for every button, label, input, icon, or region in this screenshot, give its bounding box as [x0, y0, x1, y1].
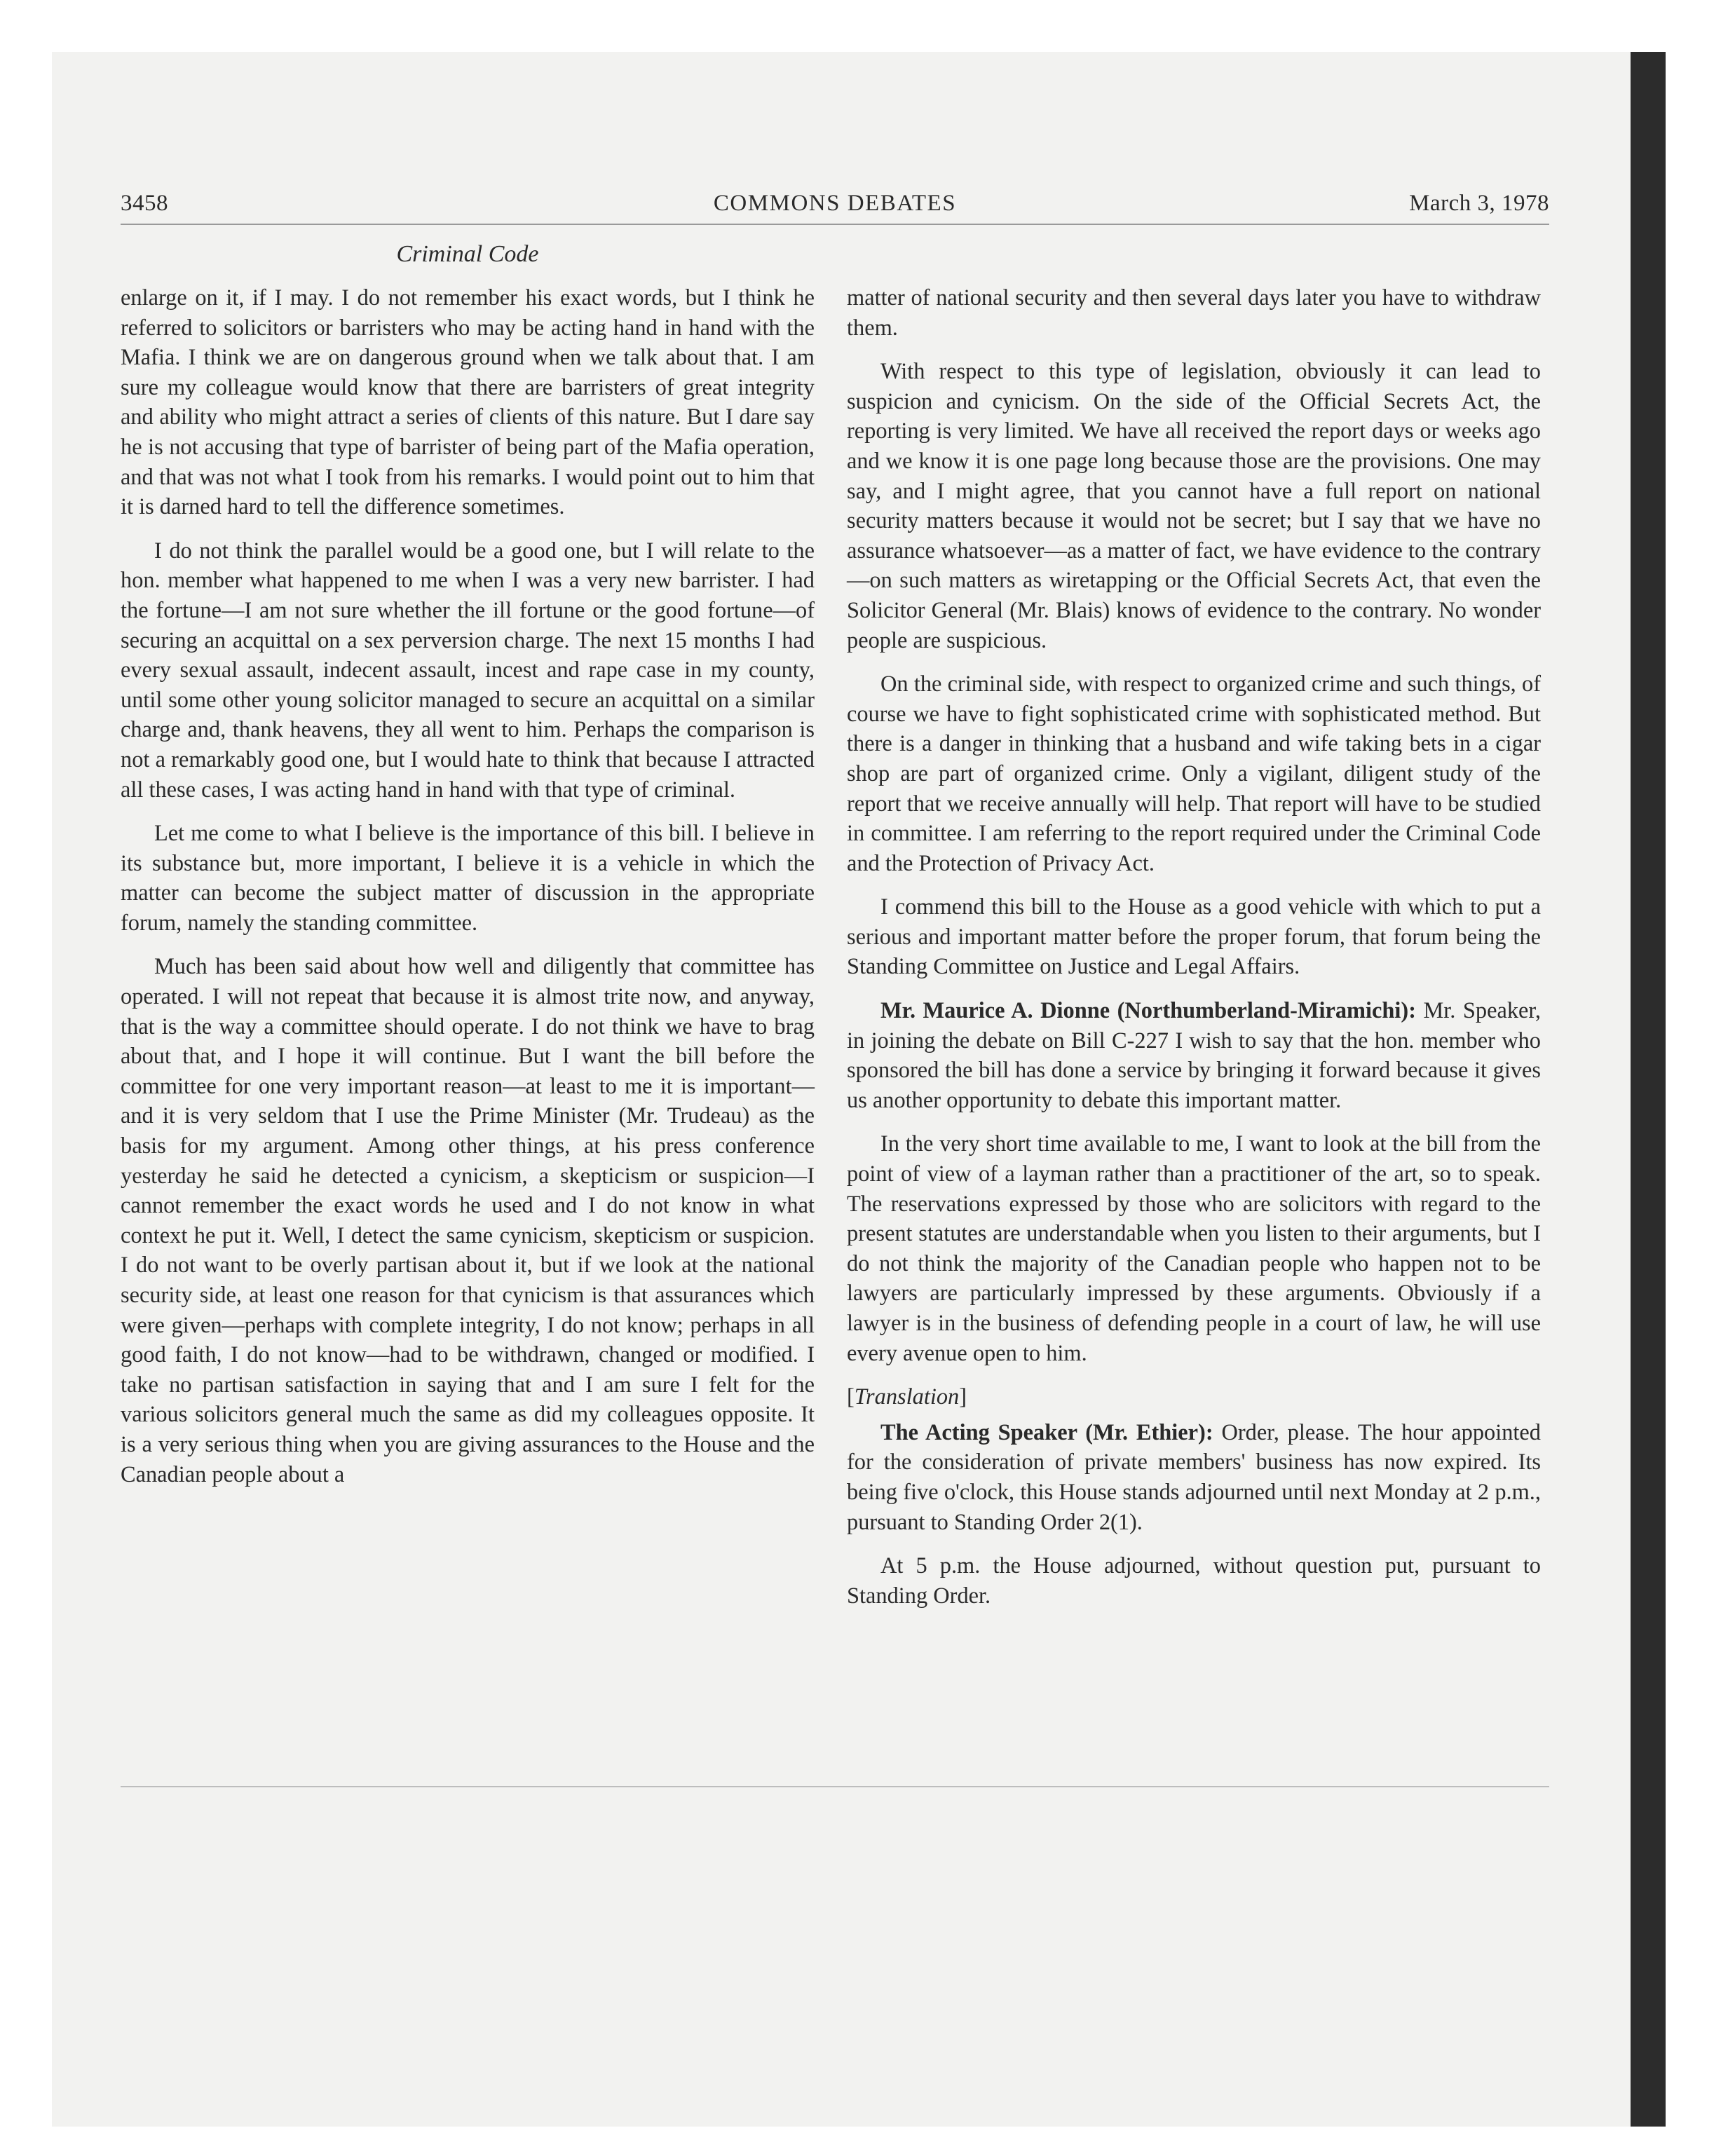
paragraph: I commend this bill to the House as a good vehicle with which to put a serious and important matter before the proper forum, that forum being the Standing Committee on Justice and Legal Affairs.: [847, 894, 1541, 980]
speech-paragraph: [847, 996, 1541, 1115]
scan-edge-bar: [1631, 52, 1666, 2127]
speech-text: Order, please. The hour appointed for the consideration of private members' business has now expired. Its being five o'clock, this House stands adjourned until next Monday at 2 p.m., pursuant to Standing Order 2(1).: [847, 1419, 1541, 1535]
bottom-rule: [121, 1786, 1549, 1787]
speaker-name: Mr. Maurice A. Dionne (Northumberland-Miramichi):: [880, 998, 1417, 1024]
right-column: [847, 283, 1541, 1625]
speaker-name: The Acting Speaker (Mr. Ethier):: [880, 1419, 1213, 1445]
left-column: [121, 283, 815, 1503]
page-date: March 3, 1978: [1409, 191, 1549, 216]
page-number: 3458: [121, 191, 168, 216]
page-header: [121, 191, 1549, 224]
translation-label: Translation: [854, 1384, 960, 1410]
running-title: COMMONS DEBATES: [713, 191, 957, 216]
paragraph: Let me come to what I believe is the importance of this bill. I believe in its substance but, more important, I believe it is a vehicle in which the matter can become the subject matter of discussion in the appropriate forum, namely the standing committee.: [121, 821, 815, 936]
speech-text: Mr. Speaker, in joining the debate on Bill C-227 I wish to say that the hon. member who sponsored the bill has done a service by bringing it forward because it gives us another opportunity to debate this important matter.: [847, 998, 1541, 1113]
paragraph: matter of national security and then several days later you have to withdraw them.: [847, 285, 1541, 341]
paragraph: I do not think the parallel would be a good one, but I will relate to the hon. member what happened to me when I was a very new barrister. I had the fortune—I am not sure whether the ill fortune or the good fortune—of securing an acquittal on a sex perversion charge. The next 15 months I had every sexual assault, indecent assault, incest and rape case in my county, until some other young solicitor managed to secure an acquittal on a similar charge and, thank heavens, they all went to him. Perhaps the comparison is not a remarkably good one, but I would hate to think that because I attracted all these cases, I was acting hand in hand with that type of criminal.: [121, 538, 815, 803]
paragraph: Much has been said about how well and diligently that committee has operated. I will not repeat that because it is almost trite now, and anyway, that is the way a committee should operate. I do not think we have to brag about that, and I hope it will continue. But I want the bill before the committee for one very important reason—at least to me it is important—and it is very seldom that I use the Prime Minister (Mr. Trudeau) as the basis for my argument. Among other things, at his press conference yesterday he said he detected a cynicism, a skepticism or suspicion—I cannot remember the exact words he used and I do not know in what context he put it. Well, I detect the same cynicism, skepticism or suspicion. I do not want to be overly partisan about it, but if we look at the national security side, at least one reason for that cynicism is that assurances which were given—perhaps with complete integrity, I do not know; perhaps in all good faith, I do not know—had to be withdrawn, changed or modified. I take no partisan satisfaction in saying that and I am sure I felt for the various solicitors general much the same as did my colleagues opposite. It is a very serious thing when you are giving assurances to the House and the Canadian people about a: [121, 954, 815, 1487]
paragraph: In the very short time available to me, I want to look at the bill from the point of view of a layman rather than a practitioner of the art, so to speak. The reservations expressed by those who are solicitors with regard to the present statutes are understandable when you listen to their arguments, but I do not think the majority of the Canadian people who happen not to be lawyers are particularly impressed by these arguments. Obviously if a lawyer is in the business of defending people in a court of law, he will use every avenue open to him.: [847, 1131, 1541, 1366]
paragraph: enlarge on it, if I may. I do not remember his exact words, but I think he referred to solicitors or barristers who may be acting hand in hand with the Mafia. I think we are on dangerous ground when we talk about that. I am sure my colleague would know that there are barristers of great integrity and ability who might attract a series of clients of this nature. But I dare say he is not accusing that type of barrister of being part of the Mafia operation, and that was not what I took from his remarks. I would point out to him that it is darned hard to tell the difference sometimes.: [121, 285, 815, 520]
section-title: Criminal Code: [396, 241, 539, 267]
speech-paragraph: [847, 1418, 1541, 1537]
paragraph: On the criminal side, with respect to organized crime and such things, of course we have to fight sophisticated crime with sophisticated method. But there is a danger in thinking that a husband and wife taking bets in a cigar shop are part of organized crime. Only a vigilant, diligent study of the report that we receive annually will help. That report will have to be studied in committee. I am referring to the report required under the Criminal Code and the Protection of Privacy Act.: [847, 671, 1541, 876]
translation-note: [Translation]: [847, 1384, 967, 1410]
paragraph: With respect to this type of legislation, obviously it can lead to suspicion and cynicism. On the side of the Official Secrets Act, the reporting is very limited. We have all received the report days or weeks ago and we know it is one page long because those are the provisions. One may say, and I might agree, that you cannot have a full report on national security matters because it would not be secret; but I say that we have no assurance whatsoever—as a matter of fact, we have evidence to the contrary—on such matters as wiretapping or the Official Secrets Act, that even the Solicitor General (Mr. Blais) knows of evidence to the contrary. No wonder people are suspicious.: [847, 359, 1541, 653]
header-rule: [121, 224, 1549, 225]
paragraph: At 5 p.m. the House adjourned, without question put, pursuant to Standing Order.: [847, 1553, 1541, 1609]
